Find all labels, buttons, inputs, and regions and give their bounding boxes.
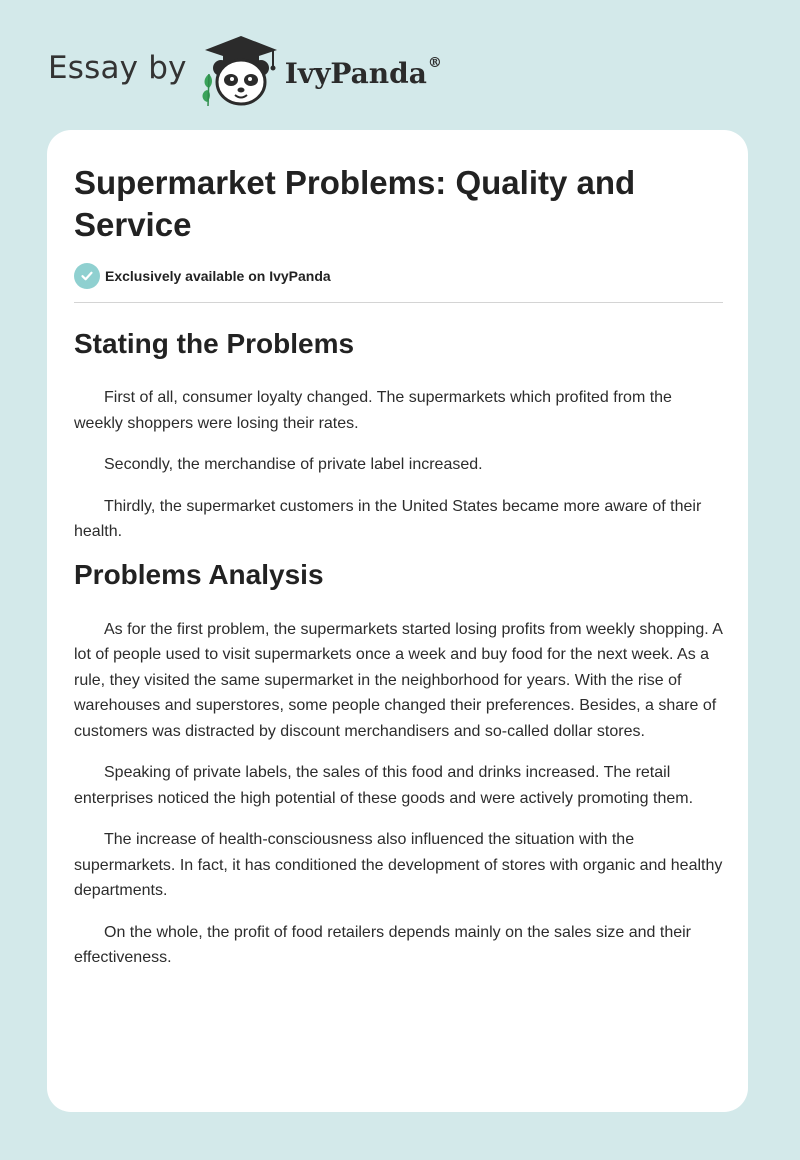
paragraph: As for the first problem, the supermarkets started losing profits from weekly shopping. A lot of people used to visit supermarkets once a week and buy food for the next week. As a rule, they visited the same supermarket in the neighborhood for years. With the rise of warehouses and superstores, some people changed their preferences. Besides, a share of customers was distracted by discount merchandisers and so-called dollar stores. — [74, 620, 723, 740]
section-heading-stating-problems: Stating the Problems — [74, 328, 355, 359]
panda-graduate-icon[interactable] — [193, 30, 289, 110]
paragraph: On the whole, the profit of food retailers depends mainly on the sales size and their effectiveness. — [74, 923, 692, 966]
essay-card — [47, 130, 748, 1112]
page-title: Supermarket Problems: Quality and Service — [74, 164, 636, 243]
paragraph: Secondly, the merchandise of private label increased. — [104, 456, 483, 473]
brand-name-text: IvyPanda — [284, 56, 427, 90]
paragraph: First of all, consumer loyalty changed. The supermarkets which profited from the weekly shoppers were losing their rates. — [74, 389, 672, 432]
section-heading-problems-analysis: Problems Analysis — [74, 558, 324, 590]
registered-mark: ® — [427, 54, 442, 71]
site-header — [48, 30, 442, 110]
brand-name[interactable] — [284, 54, 442, 90]
exclusive-badge — [74, 263, 331, 289]
paragraph: The increase of health-consciousness also influenced the situation with the supermarkets. In fact, it has conditioned the development of stores with organic and healthy departments. — [74, 831, 723, 899]
check-circle-icon — [74, 263, 100, 289]
paragraph: Thirdly, the supermarket customers in the United States became more aware of their health. — [74, 497, 702, 540]
divider — [74, 302, 723, 303]
paragraph: Speaking of private labels, the sales of this food and drinks increased. The retail enterprises noticed the high potential of these goods and were actively promoting them. — [74, 764, 694, 807]
essay-by-label: Essay by — [48, 50, 187, 86]
article-body — [74, 326, 723, 971]
badge-text: Exclusively available on IvyPanda — [105, 268, 331, 284]
